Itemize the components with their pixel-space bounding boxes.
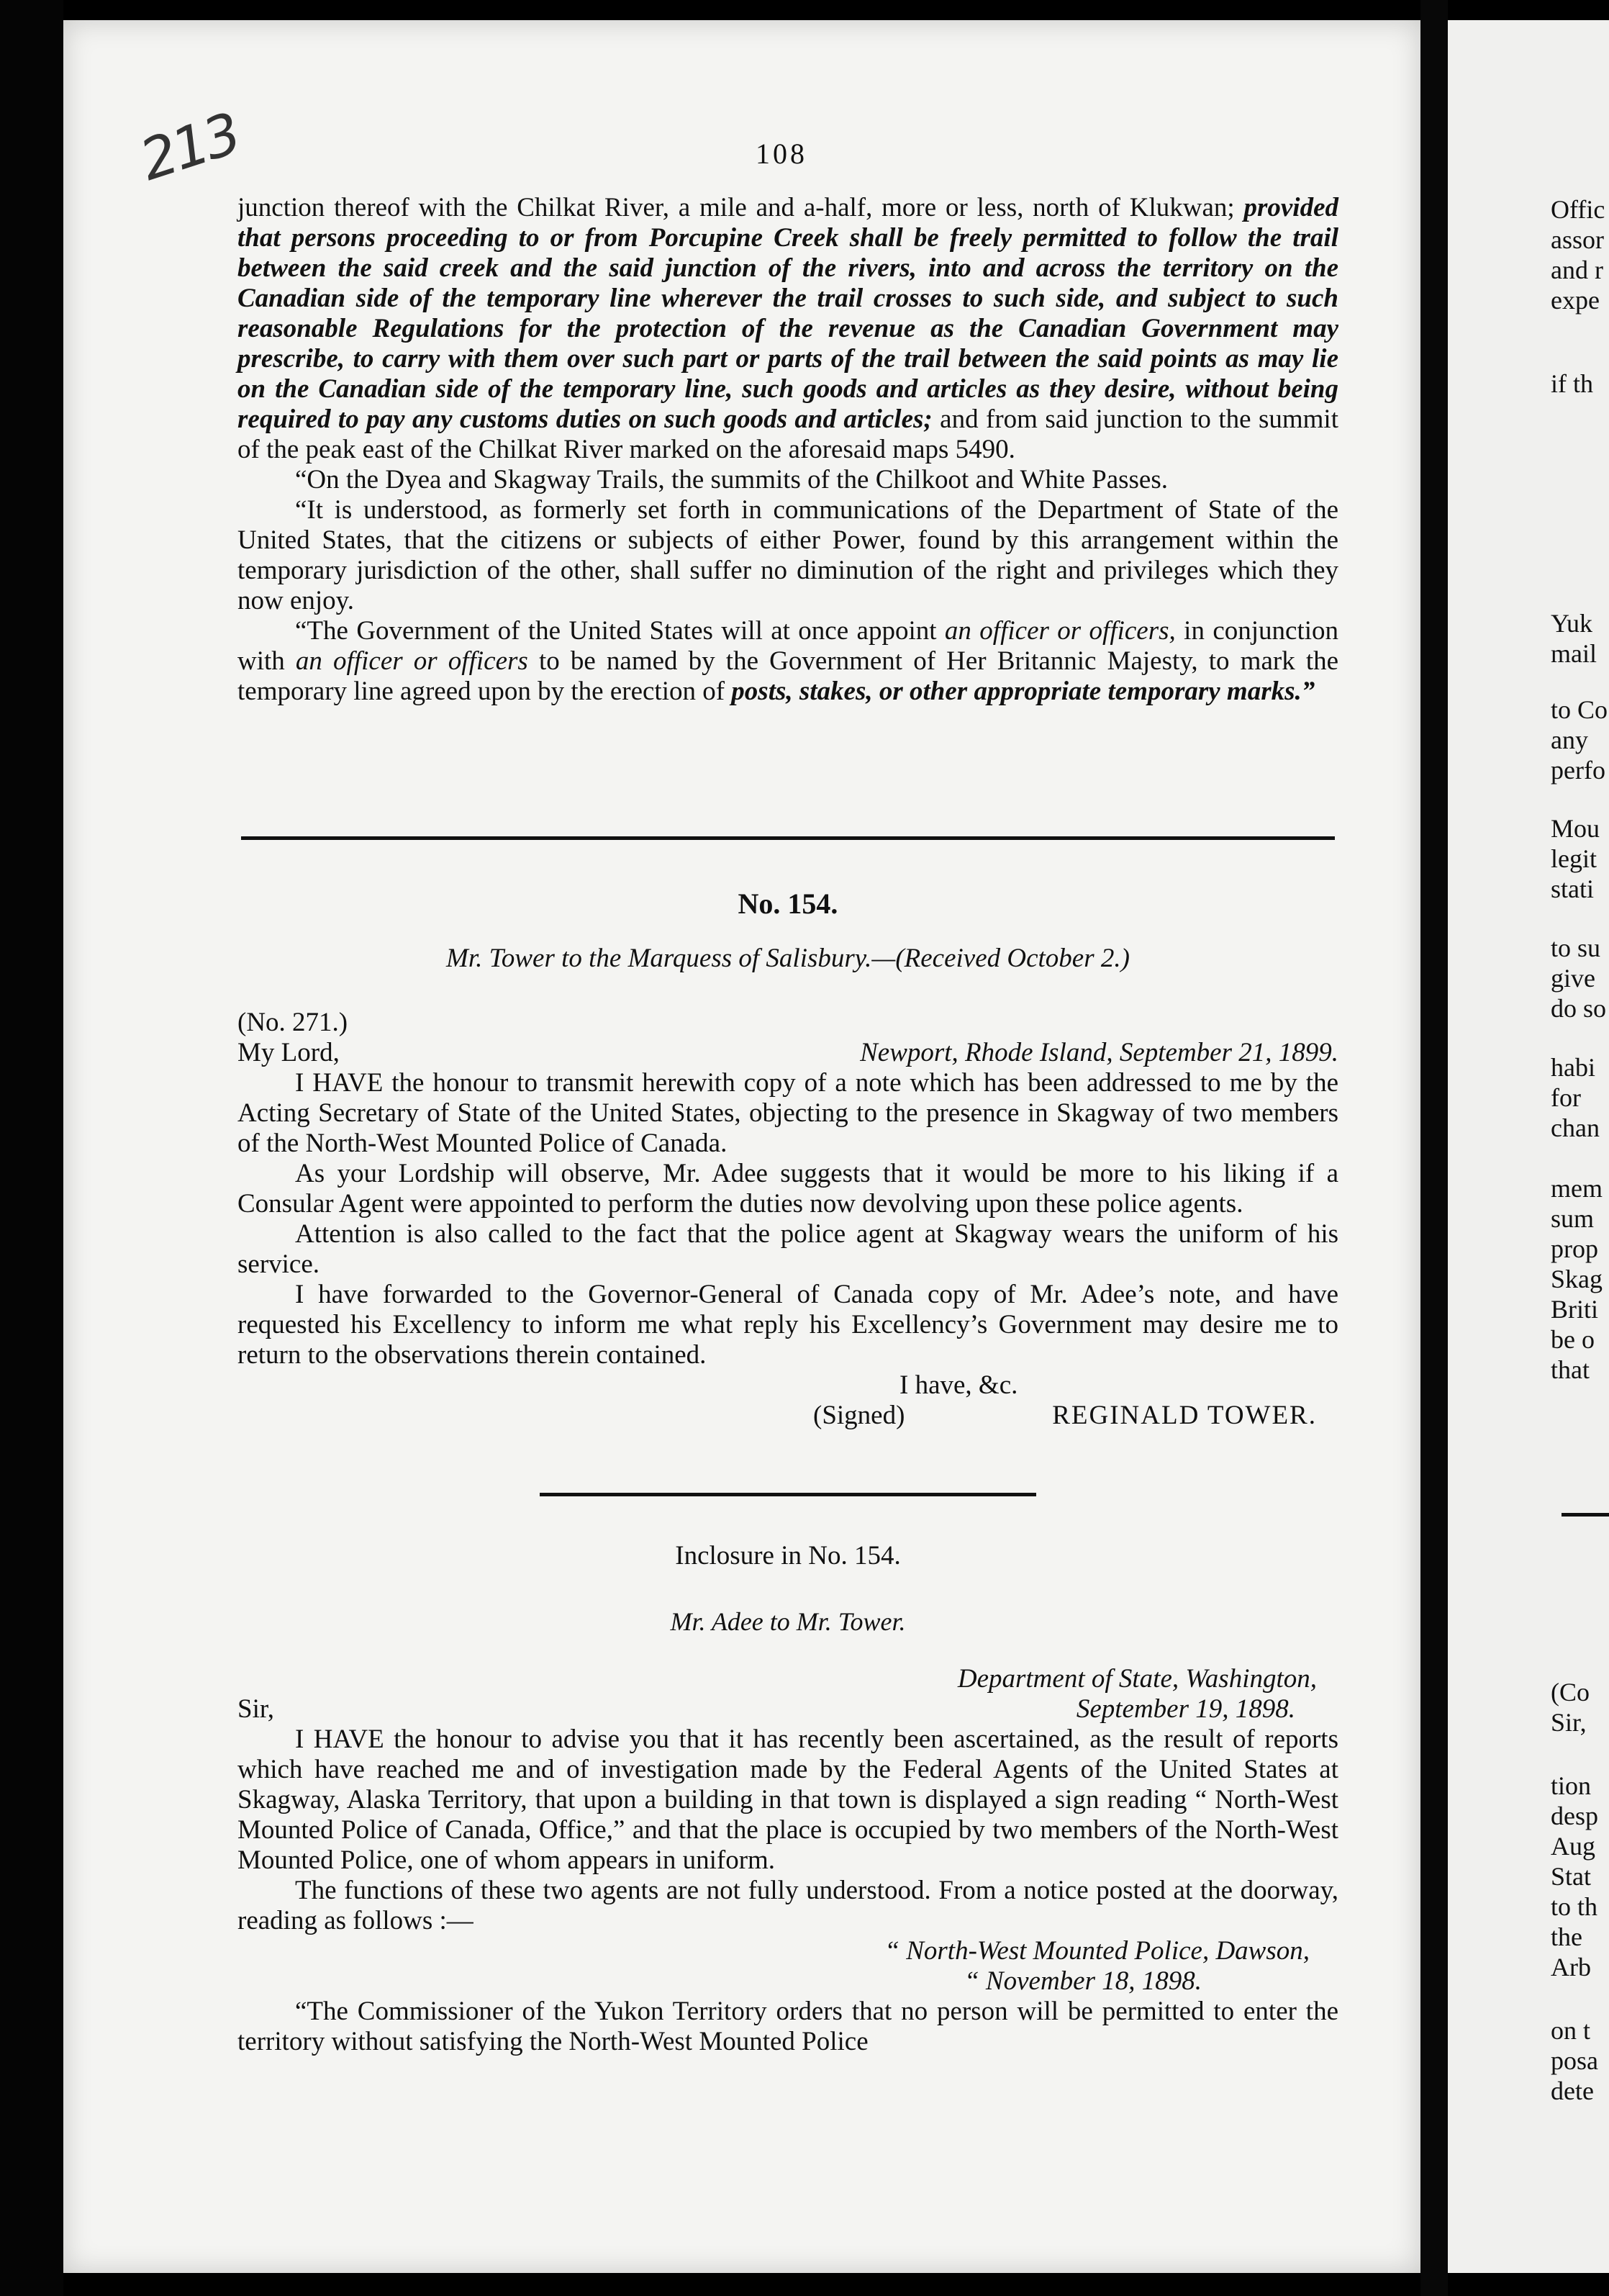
paragraph-understanding: “It is understood, as formerly set forth in communications of the Department of State of the United States, that the citizens or subjects of either Power, found by this arrangement within the temporary jurisdiction of the other, shall suffer no diminution of the right and privileges which they now enjoy. bbox=[237, 495, 1338, 615]
fragment: perfo bbox=[1551, 756, 1605, 785]
fragment: to su bbox=[1551, 934, 1601, 962]
inclosure-divider bbox=[540, 1493, 1036, 1496]
section-divider bbox=[241, 836, 1335, 840]
fragment: do so bbox=[1551, 994, 1607, 1023]
inclosure-title: Inclosure in No. 154. bbox=[675, 1541, 901, 1570]
inclosure-salutation: Sir, bbox=[237, 1694, 274, 1724]
inclosure-paragraph-1: I HAVE the honour to advise you that it has recently been ascertained, as the result of reports which have reached me and of investigation made by the Federal Agents of the United States at Skagway, Alaska Territory, that upon a building in that town is displayed a sign reading “ North-West Mounted Police of Canada, Office,” and that the place is occupied by two members of the North-West Mounted Police, one of whom appears in uniform. bbox=[237, 1725, 1338, 1875]
fragment: to th bbox=[1551, 1892, 1598, 1921]
handwritten-page-mark: 213 bbox=[132, 101, 247, 194]
fragment: Briti bbox=[1551, 1295, 1599, 1324]
fragment: mail bbox=[1551, 639, 1597, 668]
fragment: tion bbox=[1551, 1771, 1592, 1800]
fragment: habi bbox=[1551, 1053, 1595, 1082]
fragment: give bbox=[1551, 964, 1595, 993]
fragment: legit bbox=[1551, 844, 1597, 873]
fragment: if th bbox=[1551, 369, 1593, 398]
fragment: Yuk bbox=[1551, 609, 1593, 638]
letter-paragraph-4: I have forwarded to the Governor-General of Canada copy of Mr. Adee’s note, and have requested his Excellency to inform me what reply his Excellency’s Government may desire me to return to the observations therein contained. bbox=[237, 1280, 1338, 1370]
letter-paragraph-1: I HAVE the honour to transmit herewith copy of a note which has been addressed to me by the Acting Secretary of State of the United States, objecting to the presence in Skagway of two members of the North-West Mounted Police of Canada. bbox=[237, 1068, 1338, 1158]
salutation: My Lord, bbox=[237, 1038, 340, 1067]
fragment: sum bbox=[1551, 1204, 1595, 1233]
book-gutter bbox=[1420, 0, 1448, 2296]
fragment: be o bbox=[1551, 1325, 1595, 1354]
italic-text-run: an officer or officers, bbox=[944, 616, 1176, 646]
paragraph-boundary-description bbox=[237, 193, 1338, 465]
adjacent-page-divider bbox=[1562, 1513, 1609, 1517]
fragment: Sir, bbox=[1551, 1708, 1587, 1737]
fragment: Arb bbox=[1551, 1953, 1591, 1981]
italic-text-run: provided that persons proceeding to or from Porcupine Creek shall be freely permitted to follow the trail between the said creek and the said junction of the rivers, into and across the territory on the Canadian side of the temporary line wherever the trail crosses to such side, and subject to such reasonable Regulations for the protection of the revenue as the Canadian Government may prescribe, to carry with them over such part or parts of the trail between the said points as may lie on the Canadian side of the temporary line, such goods and articles as they desire, without being required to pay any customs duties on such goods and articles; bbox=[237, 193, 1338, 434]
inclosure-dateline-1: Department of State, Washington, bbox=[957, 1664, 1317, 1694]
italic-text-run: an officer or officers bbox=[295, 646, 528, 676]
adjacent-page bbox=[1448, 20, 1609, 2273]
signer-name: REGINALD TOWER. bbox=[1052, 1401, 1317, 1430]
fragment: dete bbox=[1551, 2076, 1594, 2105]
inclosure-letter bbox=[237, 1664, 1338, 2057]
fragment: posa bbox=[1551, 2046, 1598, 2075]
fragment: chan bbox=[1551, 1113, 1600, 1142]
fragment: Stat bbox=[1551, 1862, 1592, 1891]
fragment: that bbox=[1551, 1355, 1590, 1384]
inclosure-paragraph-2: The functions of these two agents are not fully understood. From a notice posted at the doorway, reading as follows :— bbox=[237, 1876, 1338, 1935]
fragment: the bbox=[1551, 1922, 1582, 1951]
italic-text-run: posts, stakes, or other appropriate temporary marks.” bbox=[731, 677, 1315, 706]
inclosure-dateline-2: September 19, 1898. bbox=[1076, 1694, 1295, 1724]
fragment: stati bbox=[1551, 874, 1594, 903]
fragment: Mou bbox=[1551, 814, 1600, 843]
letter-paragraph-3: Attention is also called to the fact that the police agent at Skagway wears the uniform of his service. bbox=[237, 1219, 1338, 1279]
closing: I have, &c. bbox=[899, 1370, 1018, 1400]
text-run: in conjunction with bbox=[237, 616, 1339, 676]
fragment: Skag bbox=[1551, 1265, 1603, 1293]
page-number: 108 bbox=[756, 137, 807, 170]
text-run: to be named by the Government of Her Britannic Majesty, to mark the temporary line agreed upon by the erection of bbox=[237, 646, 1339, 706]
upper-text-block bbox=[237, 193, 1338, 707]
fragment: to Co bbox=[1551, 695, 1608, 724]
fragment: assor bbox=[1551, 225, 1604, 254]
inclosure-paragraph-3: “The Commissioner of the Yukon Territory orders that no person will be permitted to enter the territory without satisfying the North-West Mounted Police bbox=[237, 1997, 1338, 2056]
paragraph-appointment bbox=[237, 616, 1338, 707]
fragment: Aug bbox=[1551, 1832, 1595, 1861]
fragment: mem bbox=[1551, 1174, 1603, 1203]
fragment: for bbox=[1551, 1083, 1581, 1112]
fragment: expe bbox=[1551, 286, 1600, 315]
paragraph-dyea-skagway: “On the Dyea and Skagway Trails, the summits of the Chilkoot and White Passes. bbox=[295, 465, 1168, 494]
document-number: No. 154. bbox=[738, 887, 838, 920]
fragment: desp bbox=[1551, 1802, 1598, 1830]
text-run: “The Government of the United States will at once appoint bbox=[295, 616, 937, 646]
fragment: Offic bbox=[1551, 195, 1605, 224]
notice-heading-line-2: “ November 18, 1898. bbox=[964, 1966, 1202, 1996]
dateline: Newport, Rhode Island, September 21, 1899. bbox=[860, 1038, 1338, 1067]
fragment: prop bbox=[1551, 1234, 1598, 1263]
letter-paragraph-2: As your Lordship will observe, Mr. Adee suggests that it would be more to his liking if a Consular Agent were appointed to perform the duties now devolving upon these police agents. bbox=[237, 1159, 1338, 1219]
letter-reference: (No. 271.) bbox=[237, 1008, 348, 1037]
inclosure-heading: Mr. Adee to Mr. Tower. bbox=[670, 1607, 906, 1636]
letter-154 bbox=[237, 1008, 1338, 1431]
scan-border-left bbox=[0, 0, 63, 2296]
fragment: (Co bbox=[1551, 1678, 1590, 1707]
text-run: and from said junction to the summit of the peak east of the Chilkat River marked on the aforesaid maps 5490. bbox=[237, 404, 1338, 464]
document-heading: Mr. Tower to the Marquess of Salisbury.—(Received October 2.) bbox=[446, 944, 1130, 973]
fragment: and r bbox=[1551, 256, 1603, 284]
notice-heading-line-1: “ North-West Mounted Police, Dawson, bbox=[884, 1936, 1310, 1966]
signed-label: (Signed) bbox=[813, 1401, 905, 1430]
text-run: junction thereof with the Chilkat River, a mile and a-half, more or less, north of Klukwan; bbox=[237, 193, 1235, 222]
fragment: any bbox=[1551, 726, 1588, 754]
fragment: on t bbox=[1551, 2016, 1591, 2045]
